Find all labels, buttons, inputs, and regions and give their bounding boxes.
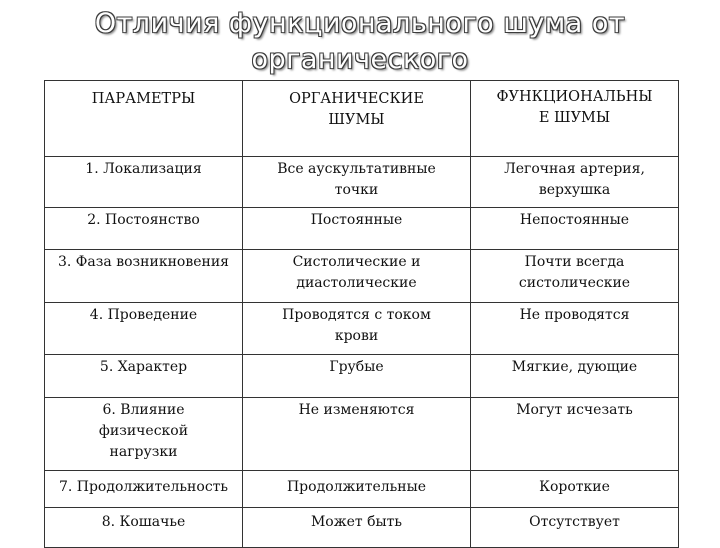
- table-cell: Все аускультативные точки: [243, 157, 471, 208]
- table-cell: Непостоянные: [471, 208, 679, 250]
- table-row: [45, 157, 679, 208]
- table-header-row: [45, 81, 679, 157]
- table-cell: 7. Продолжительность: [45, 471, 243, 508]
- table-cell: 2. Постоянство: [45, 208, 243, 250]
- table-cell: Продолжительные: [243, 471, 471, 508]
- table-cell: 8. Кошачье: [45, 508, 243, 548]
- comparison-table: [44, 80, 679, 548]
- table-cell: Короткие: [471, 471, 679, 508]
- table-cell: 3. Фаза возникновения: [45, 250, 243, 303]
- table-cell: Могут исчезать: [471, 398, 679, 471]
- table-cell: Почти всегда систолические: [471, 250, 679, 303]
- table-cell: Систолические и диастолические: [243, 250, 471, 303]
- table-cell: Может быть: [243, 508, 471, 548]
- slide-title-line-1: Отличия функционального шума от: [94, 8, 626, 39]
- table-row: [45, 303, 679, 355]
- table-row: [45, 355, 679, 398]
- header-cell-parameters: ПАРАМЕТРЫ: [45, 81, 243, 157]
- header-cell-functional: ФУНКЦИОНАЛЬНЫ Е ШУМЫ: [471, 81, 679, 157]
- table-cell: Проводятся с током крови: [243, 303, 471, 355]
- table-cell: 1. Локализация: [45, 157, 243, 208]
- table-row: [45, 208, 679, 250]
- table-cell: Не проводятся: [471, 303, 679, 355]
- table-cell: Мягкие, дующие: [471, 355, 679, 398]
- table-row: [45, 471, 679, 508]
- table-cell: 5. Характер: [45, 355, 243, 398]
- slide-title-line-2: органического: [251, 44, 469, 75]
- slide-title: [0, 0, 720, 78]
- table-row: [45, 508, 679, 548]
- table-row: [45, 250, 679, 303]
- table-cell: Грубые: [243, 355, 471, 398]
- table-cell: 6. Влияние физической нагрузки: [45, 398, 243, 471]
- table-cell: Не изменяются: [243, 398, 471, 471]
- header-cell-organic: ОРГАНИЧЕСКИЕ ШУМЫ: [243, 81, 471, 157]
- table-row: [45, 398, 679, 471]
- table-cell: 4. Проведение: [45, 303, 243, 355]
- table-cell: Постоянные: [243, 208, 471, 250]
- table-cell: Легочная артерия, верхушка: [471, 157, 679, 208]
- table-cell: Отсутствует: [471, 508, 679, 548]
